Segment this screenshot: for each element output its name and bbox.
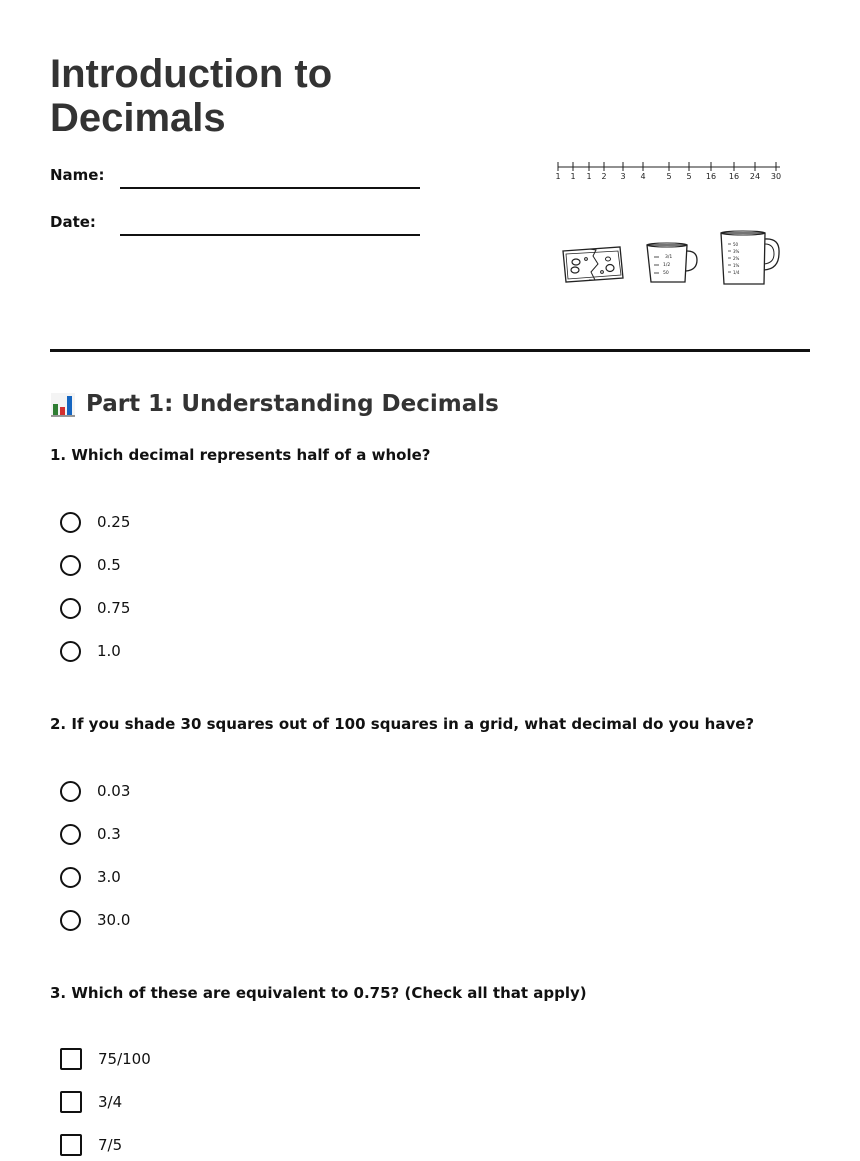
number-line-label: 16 bbox=[705, 172, 717, 181]
svg-text:3%: 3% bbox=[733, 249, 740, 254]
question-1: 1. Which decimal represents half of a whole? bbox=[50, 446, 431, 464]
q1-option-3[interactable] bbox=[60, 595, 130, 621]
number-line-label: 16 bbox=[728, 172, 740, 181]
date-field[interactable] bbox=[120, 234, 420, 236]
option-label: 0.5 bbox=[97, 556, 121, 574]
radio-button[interactable] bbox=[60, 824, 81, 845]
svg-text:1/2: 1/2 bbox=[663, 263, 671, 268]
part1-heading bbox=[50, 389, 499, 419]
number-line-label: 4 bbox=[640, 172, 646, 181]
svg-text:50: 50 bbox=[733, 242, 739, 247]
option-label: 30.0 bbox=[97, 911, 131, 929]
svg-text:2%: 2% bbox=[733, 256, 740, 261]
part1-title: Part 1: Understanding Decimals bbox=[86, 391, 499, 417]
number-line-label: 1 bbox=[586, 172, 592, 181]
option-label: 0.75 bbox=[97, 599, 131, 617]
option-label: 75/100 bbox=[98, 1050, 151, 1068]
radio-button[interactable] bbox=[60, 555, 81, 576]
q3-option-1[interactable] bbox=[60, 1046, 151, 1072]
number-line-label: 5 bbox=[686, 172, 692, 181]
radio-button[interactable] bbox=[60, 867, 81, 888]
small-measuring-cup-icon bbox=[644, 240, 700, 286]
svg-text:1/4: 1/4 bbox=[733, 270, 740, 275]
question-3: 3. Which of these are equivalent to 0.75? (Check all that apply) bbox=[50, 984, 587, 1002]
bar-chart-icon bbox=[50, 391, 76, 417]
number-line-illustration bbox=[550, 158, 790, 184]
q3-option-2[interactable] bbox=[60, 1089, 122, 1115]
number-line-label: 30 bbox=[770, 172, 782, 181]
option-label: 0.25 bbox=[97, 513, 131, 531]
money-bill-icon bbox=[560, 242, 626, 286]
number-line-label: 2 bbox=[601, 172, 607, 181]
q1-option-1[interactable] bbox=[60, 509, 130, 535]
checkbox[interactable] bbox=[60, 1091, 82, 1113]
option-label: 0.3 bbox=[97, 825, 121, 843]
radio-button[interactable] bbox=[60, 512, 81, 533]
option-label: 3.0 bbox=[97, 868, 121, 886]
question-2: 2. If you shade 30 squares out of 100 squares in a grid, what decimal do you have? bbox=[50, 715, 755, 733]
radio-button[interactable] bbox=[60, 781, 81, 802]
checkbox[interactable] bbox=[60, 1048, 82, 1070]
large-measuring-cup-icon bbox=[718, 229, 784, 287]
radio-button[interactable] bbox=[60, 910, 81, 931]
q1-option-4[interactable] bbox=[60, 638, 121, 664]
svg-text:3/1: 3/1 bbox=[665, 255, 673, 260]
number-line-label: 3 bbox=[620, 172, 626, 181]
date-label: Date: bbox=[50, 213, 96, 231]
name-label: Name: bbox=[50, 166, 105, 184]
worksheet-title: Introduction to Decimals bbox=[50, 52, 333, 140]
number-line-label: 1 bbox=[555, 172, 561, 181]
section-divider bbox=[50, 349, 810, 352]
option-label: 7/5 bbox=[98, 1136, 123, 1154]
option-label: 0.03 bbox=[97, 782, 131, 800]
q2-option-3[interactable] bbox=[60, 864, 121, 890]
checkbox[interactable] bbox=[60, 1134, 82, 1156]
q2-option-2[interactable] bbox=[60, 821, 121, 847]
option-label: 1.0 bbox=[97, 642, 121, 660]
radio-button[interactable] bbox=[60, 641, 81, 662]
number-line-labels bbox=[555, 172, 781, 181]
option-label: 3/4 bbox=[98, 1093, 123, 1111]
number-line-label: 24 bbox=[749, 172, 761, 181]
q3-option-3[interactable] bbox=[60, 1132, 122, 1158]
svg-text:1%: 1% bbox=[733, 263, 740, 268]
q2-option-4[interactable] bbox=[60, 907, 130, 933]
radio-button[interactable] bbox=[60, 598, 81, 619]
name-field[interactable] bbox=[120, 187, 420, 189]
q2-option-1[interactable] bbox=[60, 778, 130, 804]
number-line-label: 1 bbox=[570, 172, 576, 181]
svg-text:50: 50 bbox=[663, 271, 669, 276]
q1-option-2[interactable] bbox=[60, 552, 121, 578]
number-line-label: 5 bbox=[666, 172, 672, 181]
